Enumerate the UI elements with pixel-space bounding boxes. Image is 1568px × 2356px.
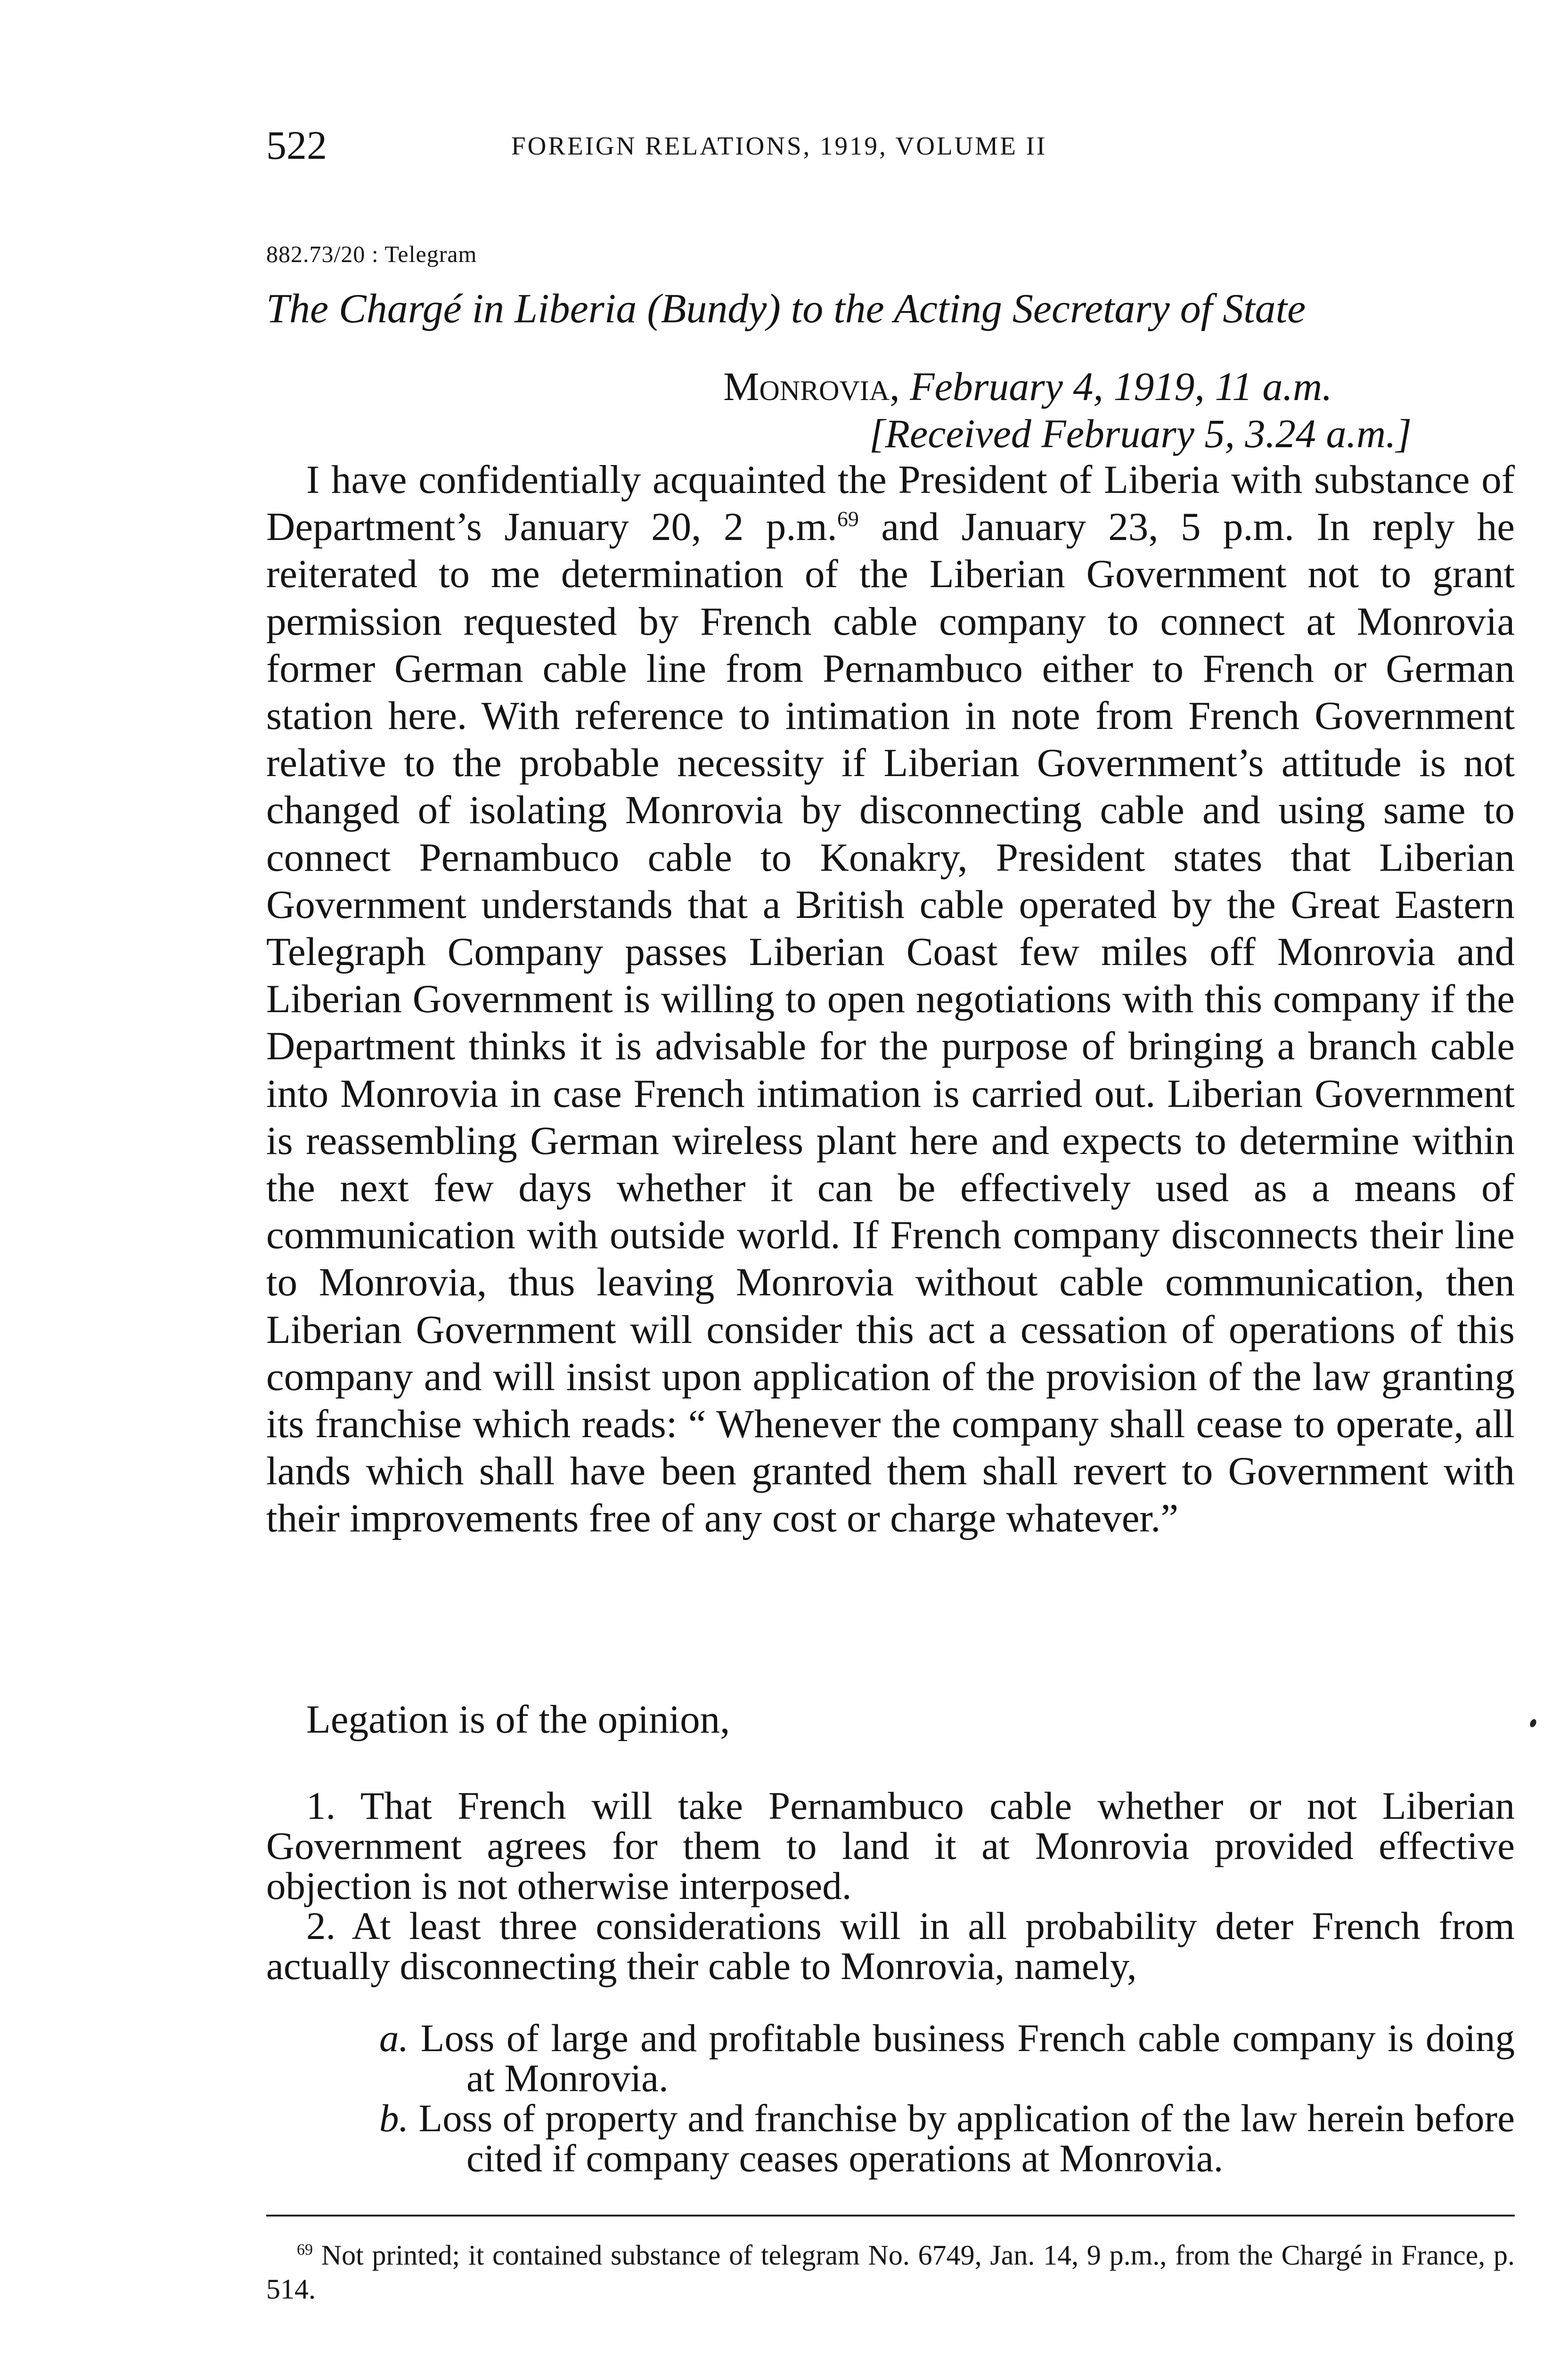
telegram-body xyxy=(266,456,1515,1542)
footnote-reference: 69 xyxy=(837,507,859,531)
document-title: The Chargé in Liberia (Bundy) to the Acting Secretary of State xyxy=(266,286,1306,332)
running-title: FOREIGN RELATIONS, 1919, VOLUME II xyxy=(511,131,1047,160)
lettered-point xyxy=(349,2018,1515,2098)
lettered-point-marker: a. xyxy=(379,2016,409,2060)
received-line: [Received February 5, 3.24 a.m.] xyxy=(869,411,1412,456)
dateline xyxy=(723,363,1332,410)
opinion-intro: Legation is of the opinion, xyxy=(306,1697,730,1742)
file-reference: 882.73/20 : Telegram xyxy=(266,241,477,267)
dateline-date: February 4, 1919, 11 a.m. xyxy=(910,364,1332,409)
body-text-before-note: I have confidentially acquainted the President of Liberia with substance of Department’s January 20, 2 p.m. xyxy=(266,458,1515,549)
lettered-point-text: Loss of large and profitable business French cable company is doing at Monrovia. xyxy=(420,2016,1515,2100)
page-number: 522 xyxy=(266,123,327,168)
footnote-divider xyxy=(266,2215,1515,2217)
dateline-place: Monrovia, xyxy=(723,364,900,409)
numbered-point: 1. That French will take Pernambuco cable whether or not Liberian Government agrees for them to land it at Monrovia provided effective objection is not otherwise interposed. xyxy=(266,1784,1515,1907)
running-header xyxy=(266,122,1515,169)
lettered-point xyxy=(349,2098,1515,2178)
footnote-text: Not printed; it contained substance of telegram No. 6749, Jan. 14, 9 p.m., from the Chargé in France, p. 514. xyxy=(266,2240,1515,2305)
numbered-point: 2. At least three considerations will in all probability deter French from actually disconnecting their cable to Monrovia, namely, xyxy=(266,1904,1515,1988)
footnote-paragraph xyxy=(266,2238,1515,2306)
numbered-points xyxy=(266,1786,1515,1986)
lettered-point-marker: b. xyxy=(379,2096,409,2140)
body-text-after-note: and January 23, 5 p.m. In reply he reiterated to me determination of the Liberian Government not to grant permission requested by French cable company to connect at Monrovia former German cable line from Pernambuco either to French or German station here. With reference to intimation in note from French Government relative to the probable necessity if Liberian Government’s attitude is not changed of isolating Monrovia by disconnecting cable and using same to connect Pernambuco cable to Konakry, President states that Liberian Government understands that a British cable operated by the Great Eastern Telegraph Company passes Liberian Coast few miles off Monrovia and Liberian Government is willing to open negotiations with this company if the Department thinks it is advisable for the purpose of bringing a branch cable into Monrovia in case French intimation is carried out. Liberian Government is reassembling German wireless plant here and expects to determine within the next few days whether it can be effectively used as a means of communication with outside world. If French company disconnects their line to Monrovia, thus leaving Monrovia without cable communication, then Liberian Government will consider this act a cessation of operations of this company and will insist upon application of the provision of the law granting its franchise which reads: “ Whenever the company shall cease to operate, all lands which shall have been granted them shall revert to Government with their improvements free of any cost or charge whatever.” xyxy=(266,505,1515,1541)
lettered-point-text: Loss of property and franchise by application of the law herein before cited if company ceases operations at Monrovia. xyxy=(418,2096,1515,2180)
footnote-number: 69 xyxy=(297,2241,313,2258)
stray-ink-mark xyxy=(1529,1718,1537,1728)
lettered-points xyxy=(349,2018,1515,2178)
footnote xyxy=(266,2238,1515,2306)
body-paragraph xyxy=(266,456,1515,1542)
